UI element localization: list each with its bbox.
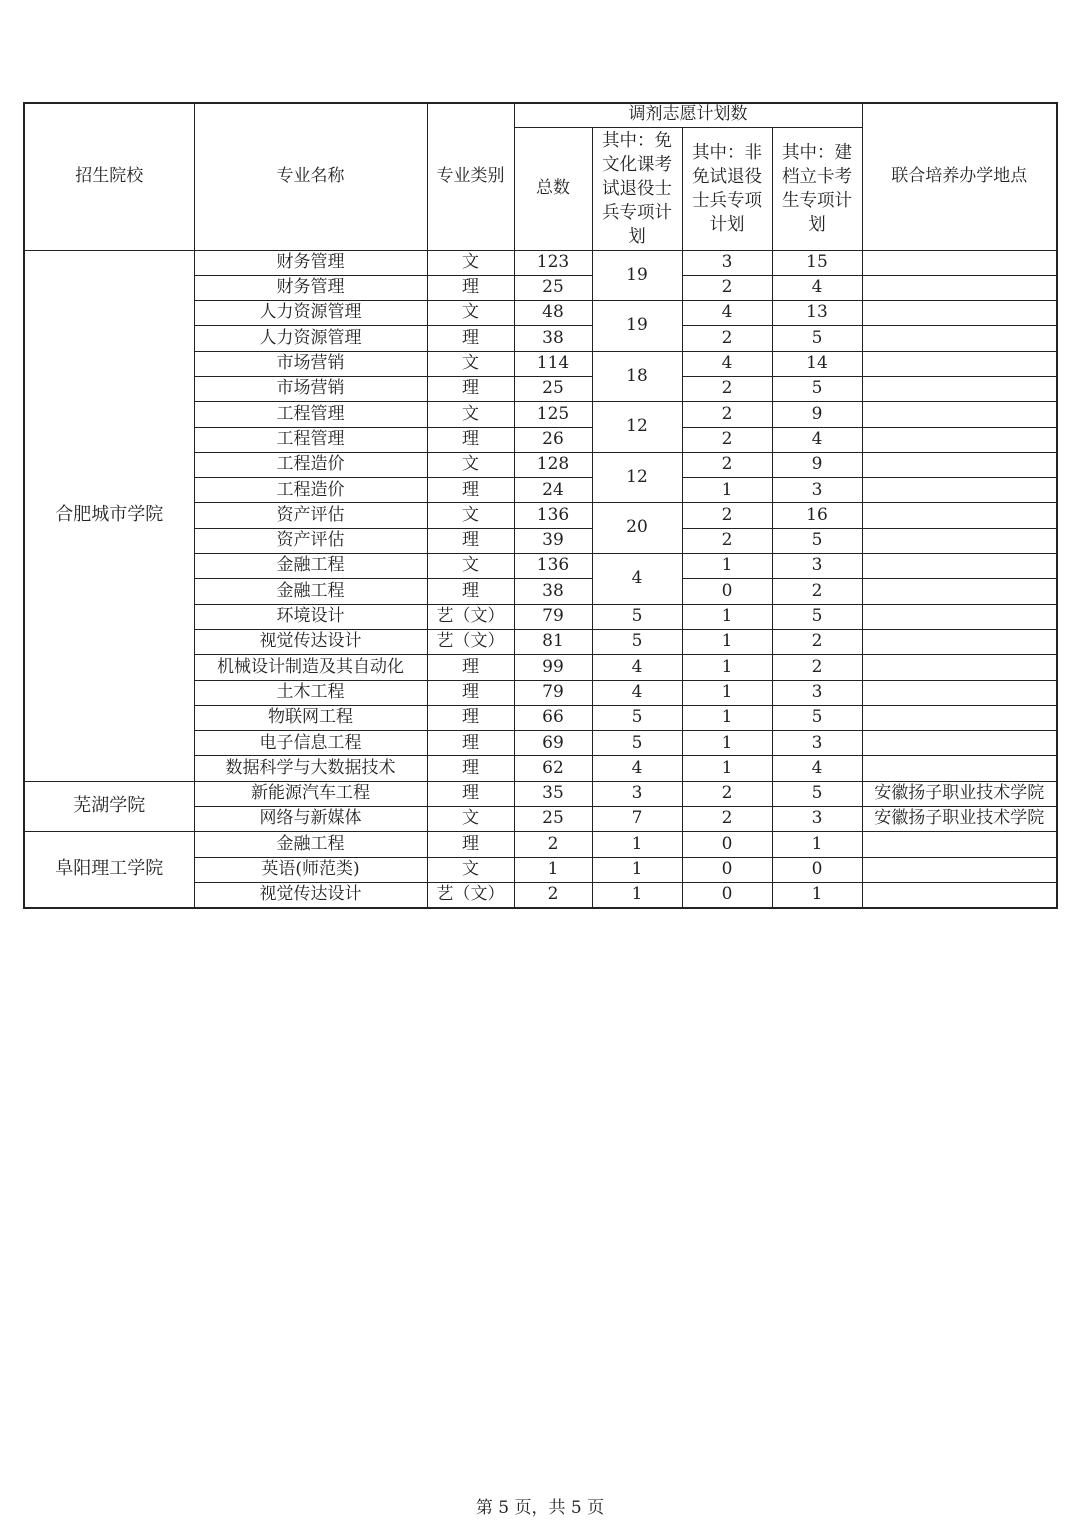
joint-site-cell <box>862 756 1057 781</box>
header-school: 招生院校 <box>24 103 194 250</box>
poverty-cell: 0 <box>772 857 862 882</box>
total-cell: 39 <box>514 528 592 553</box>
joint-site-cell <box>862 452 1057 477</box>
joint-site-cell <box>862 705 1057 730</box>
header-joint-site: 联合培养办学地点 <box>862 103 1057 250</box>
category-cell: 理 <box>427 680 514 705</box>
poverty-cell: 2 <box>772 655 862 680</box>
major-cell: 英语(师范类) <box>194 857 427 882</box>
total-cell: 66 <box>514 705 592 730</box>
header-major: 专业名称 <box>194 103 427 250</box>
header-total: 总数 <box>514 127 592 250</box>
category-cell: 文 <box>427 807 514 832</box>
total-cell: 136 <box>514 503 592 528</box>
total-cell: 114 <box>514 351 592 376</box>
nonexempt-veteran-cell: 2 <box>682 528 772 553</box>
nonexempt-veteran-cell: 1 <box>682 554 772 579</box>
nonexempt-veteran-cell: 4 <box>682 301 772 326</box>
major-cell: 视觉传达设计 <box>194 629 427 654</box>
joint-site-cell <box>862 376 1057 401</box>
total-cell: 69 <box>514 731 592 756</box>
category-cell: 艺（文） <box>427 882 514 907</box>
total-cell: 25 <box>514 376 592 401</box>
poverty-cell: 5 <box>772 705 862 730</box>
nonexempt-veteran-cell: 2 <box>682 781 772 806</box>
poverty-cell: 5 <box>772 326 862 351</box>
category-cell: 文 <box>427 857 514 882</box>
major-cell: 数据科学与大数据技术 <box>194 756 427 781</box>
exempt-veteran-cell: 5 <box>592 705 682 730</box>
major-cell: 财务管理 <box>194 275 427 300</box>
joint-site-cell: 安徽扬子职业技术学院 <box>862 807 1057 832</box>
nonexempt-veteran-cell: 4 <box>682 351 772 376</box>
joint-site-cell <box>862 250 1057 275</box>
total-cell: 38 <box>514 326 592 351</box>
nonexempt-veteran-cell: 1 <box>682 655 772 680</box>
nonexempt-veteran-cell: 2 <box>682 452 772 477</box>
nonexempt-veteran-cell: 1 <box>682 756 772 781</box>
category-cell: 理 <box>427 478 514 503</box>
major-cell: 机械设计制造及其自动化 <box>194 655 427 680</box>
category-cell: 文 <box>427 402 514 427</box>
total-cell: 2 <box>514 832 592 857</box>
nonexempt-veteran-cell: 0 <box>682 832 772 857</box>
header-poverty: 其中：建档立卡考生专项计划 <box>772 127 862 250</box>
category-cell: 艺（文） <box>427 604 514 629</box>
total-cell: 62 <box>514 756 592 781</box>
poverty-cell: 3 <box>772 731 862 756</box>
poverty-cell: 9 <box>772 452 862 477</box>
category-cell: 理 <box>427 705 514 730</box>
category-cell: 理 <box>427 756 514 781</box>
joint-site-cell <box>862 604 1057 629</box>
total-cell: 79 <box>514 604 592 629</box>
exempt-veteran-cell: 1 <box>592 857 682 882</box>
category-cell: 文 <box>427 503 514 528</box>
nonexempt-veteran-cell: 2 <box>682 807 772 832</box>
nonexempt-veteran-cell: 1 <box>682 604 772 629</box>
table-row <box>24 832 1057 857</box>
major-cell: 市场营销 <box>194 351 427 376</box>
total-cell: 125 <box>514 402 592 427</box>
nonexempt-veteran-cell: 1 <box>682 705 772 730</box>
category-cell: 理 <box>427 326 514 351</box>
poverty-cell: 2 <box>772 579 862 604</box>
exempt-veteran-cell: 12 <box>592 402 682 453</box>
joint-site-cell <box>862 680 1057 705</box>
major-cell: 金融工程 <box>194 554 427 579</box>
poverty-cell: 1 <box>772 832 862 857</box>
category-cell: 文 <box>427 250 514 275</box>
joint-site-cell <box>862 427 1057 452</box>
category-cell: 理 <box>427 376 514 401</box>
total-cell: 35 <box>514 781 592 806</box>
total-cell: 81 <box>514 629 592 654</box>
joint-site-cell <box>862 301 1057 326</box>
total-cell: 128 <box>514 452 592 477</box>
poverty-cell: 3 <box>772 478 862 503</box>
exempt-veteran-cell: 19 <box>592 301 682 352</box>
exempt-veteran-cell: 5 <box>592 604 682 629</box>
plan-table-container <box>23 102 1056 909</box>
exempt-veteran-cell: 1 <box>592 832 682 857</box>
poverty-cell: 9 <box>772 402 862 427</box>
exempt-veteran-cell: 4 <box>592 554 682 605</box>
exempt-veteran-cell: 19 <box>592 250 682 301</box>
joint-site-cell <box>862 655 1057 680</box>
poverty-cell: 16 <box>772 503 862 528</box>
category-cell: 理 <box>427 579 514 604</box>
school-cell: 阜阳理工学院 <box>24 832 194 908</box>
poverty-cell: 14 <box>772 351 862 376</box>
poverty-cell: 4 <box>772 756 862 781</box>
total-cell: 123 <box>514 250 592 275</box>
exempt-veteran-cell: 4 <box>592 756 682 781</box>
exempt-veteran-cell: 20 <box>592 503 682 554</box>
poverty-cell: 5 <box>772 528 862 553</box>
category-cell: 理 <box>427 275 514 300</box>
table-body <box>24 250 1057 908</box>
major-cell: 人力资源管理 <box>194 326 427 351</box>
poverty-cell: 13 <box>772 301 862 326</box>
poverty-cell: 15 <box>772 250 862 275</box>
nonexempt-veteran-cell: 2 <box>682 503 772 528</box>
total-cell: 38 <box>514 579 592 604</box>
nonexempt-veteran-cell: 1 <box>682 478 772 503</box>
major-cell: 工程管理 <box>194 427 427 452</box>
category-cell: 文 <box>427 554 514 579</box>
poverty-cell: 3 <box>772 554 862 579</box>
total-cell: 2 <box>514 882 592 907</box>
total-cell: 25 <box>514 275 592 300</box>
category-cell: 理 <box>427 427 514 452</box>
total-cell: 24 <box>514 478 592 503</box>
nonexempt-veteran-cell: 1 <box>682 680 772 705</box>
joint-site-cell: 安徽扬子职业技术学院 <box>862 781 1057 806</box>
page-footer: 第 5 页，共 5 页 <box>475 1498 605 1518</box>
header-category: 专业类别 <box>427 103 514 250</box>
category-cell: 理 <box>427 528 514 553</box>
exempt-veteran-cell: 4 <box>592 655 682 680</box>
joint-site-cell <box>862 629 1057 654</box>
major-cell: 资产评估 <box>194 503 427 528</box>
category-cell: 理 <box>427 731 514 756</box>
joint-site-cell <box>862 275 1057 300</box>
joint-site-cell <box>862 478 1057 503</box>
header-nonexempt-veteran: 其中：非免试退役士兵专项计划 <box>682 127 772 250</box>
major-cell: 市场营销 <box>194 376 427 401</box>
nonexempt-veteran-cell: 2 <box>682 376 772 401</box>
total-cell: 99 <box>514 655 592 680</box>
header-group: 调剂志愿计划数 <box>514 103 862 127</box>
nonexempt-veteran-cell: 2 <box>682 275 772 300</box>
exempt-veteran-cell: 5 <box>592 731 682 756</box>
total-cell: 48 <box>514 301 592 326</box>
poverty-cell: 5 <box>772 376 862 401</box>
joint-site-cell <box>862 832 1057 857</box>
poverty-cell: 2 <box>772 629 862 654</box>
poverty-cell: 3 <box>772 807 862 832</box>
category-cell: 文 <box>427 301 514 326</box>
major-cell: 土木工程 <box>194 680 427 705</box>
joint-site-cell <box>862 857 1057 882</box>
major-cell: 环境设计 <box>194 604 427 629</box>
school-cell: 合肥城市学院 <box>24 250 194 781</box>
exempt-veteran-cell: 12 <box>592 452 682 503</box>
table-row <box>24 250 1057 275</box>
exempt-veteran-cell: 3 <box>592 781 682 806</box>
category-cell: 文 <box>427 452 514 477</box>
major-cell: 金融工程 <box>194 579 427 604</box>
nonexempt-veteran-cell: 0 <box>682 882 772 907</box>
nonexempt-veteran-cell: 1 <box>682 731 772 756</box>
major-cell: 网络与新媒体 <box>194 807 427 832</box>
major-cell: 资产评估 <box>194 528 427 553</box>
exempt-veteran-cell: 7 <box>592 807 682 832</box>
table-header <box>24 103 1057 250</box>
school-cell: 芜湖学院 <box>24 781 194 832</box>
nonexempt-veteran-cell: 3 <box>682 250 772 275</box>
poverty-cell: 5 <box>772 781 862 806</box>
major-cell: 金融工程 <box>194 832 427 857</box>
table-row <box>24 781 1057 806</box>
joint-site-cell <box>862 503 1057 528</box>
total-cell: 26 <box>514 427 592 452</box>
major-cell: 工程造价 <box>194 478 427 503</box>
major-cell: 人力资源管理 <box>194 301 427 326</box>
category-cell: 理 <box>427 655 514 680</box>
nonexempt-veteran-cell: 0 <box>682 857 772 882</box>
major-cell: 新能源汽车工程 <box>194 781 427 806</box>
exempt-veteran-cell: 5 <box>592 629 682 654</box>
major-cell: 财务管理 <box>194 250 427 275</box>
poverty-cell: 4 <box>772 427 862 452</box>
joint-site-cell <box>862 402 1057 427</box>
joint-site-cell <box>862 326 1057 351</box>
total-cell: 136 <box>514 554 592 579</box>
nonexempt-veteran-cell: 2 <box>682 427 772 452</box>
plan-table <box>23 102 1058 909</box>
total-cell: 79 <box>514 680 592 705</box>
category-cell: 理 <box>427 832 514 857</box>
joint-site-cell <box>862 351 1057 376</box>
major-cell: 工程造价 <box>194 452 427 477</box>
major-cell: 物联网工程 <box>194 705 427 730</box>
major-cell: 视觉传达设计 <box>194 882 427 907</box>
joint-site-cell <box>862 528 1057 553</box>
joint-site-cell <box>862 554 1057 579</box>
total-cell: 25 <box>514 807 592 832</box>
header-exempt-veteran: 其中：免文化课考试退役士兵专项计划 <box>592 127 682 250</box>
poverty-cell: 3 <box>772 680 862 705</box>
nonexempt-veteran-cell: 0 <box>682 579 772 604</box>
joint-site-cell <box>862 579 1057 604</box>
joint-site-cell <box>862 731 1057 756</box>
exempt-veteran-cell: 18 <box>592 351 682 402</box>
category-cell: 艺（文） <box>427 629 514 654</box>
exempt-veteran-cell: 4 <box>592 680 682 705</box>
poverty-cell: 5 <box>772 604 862 629</box>
nonexempt-veteran-cell: 2 <box>682 402 772 427</box>
poverty-cell: 4 <box>772 275 862 300</box>
category-cell: 文 <box>427 351 514 376</box>
major-cell: 电子信息工程 <box>194 731 427 756</box>
major-cell: 工程管理 <box>194 402 427 427</box>
total-cell: 1 <box>514 857 592 882</box>
nonexempt-veteran-cell: 1 <box>682 629 772 654</box>
joint-site-cell <box>862 882 1057 907</box>
poverty-cell: 1 <box>772 882 862 907</box>
exempt-veteran-cell: 1 <box>592 882 682 907</box>
category-cell: 理 <box>427 781 514 806</box>
nonexempt-veteran-cell: 2 <box>682 326 772 351</box>
